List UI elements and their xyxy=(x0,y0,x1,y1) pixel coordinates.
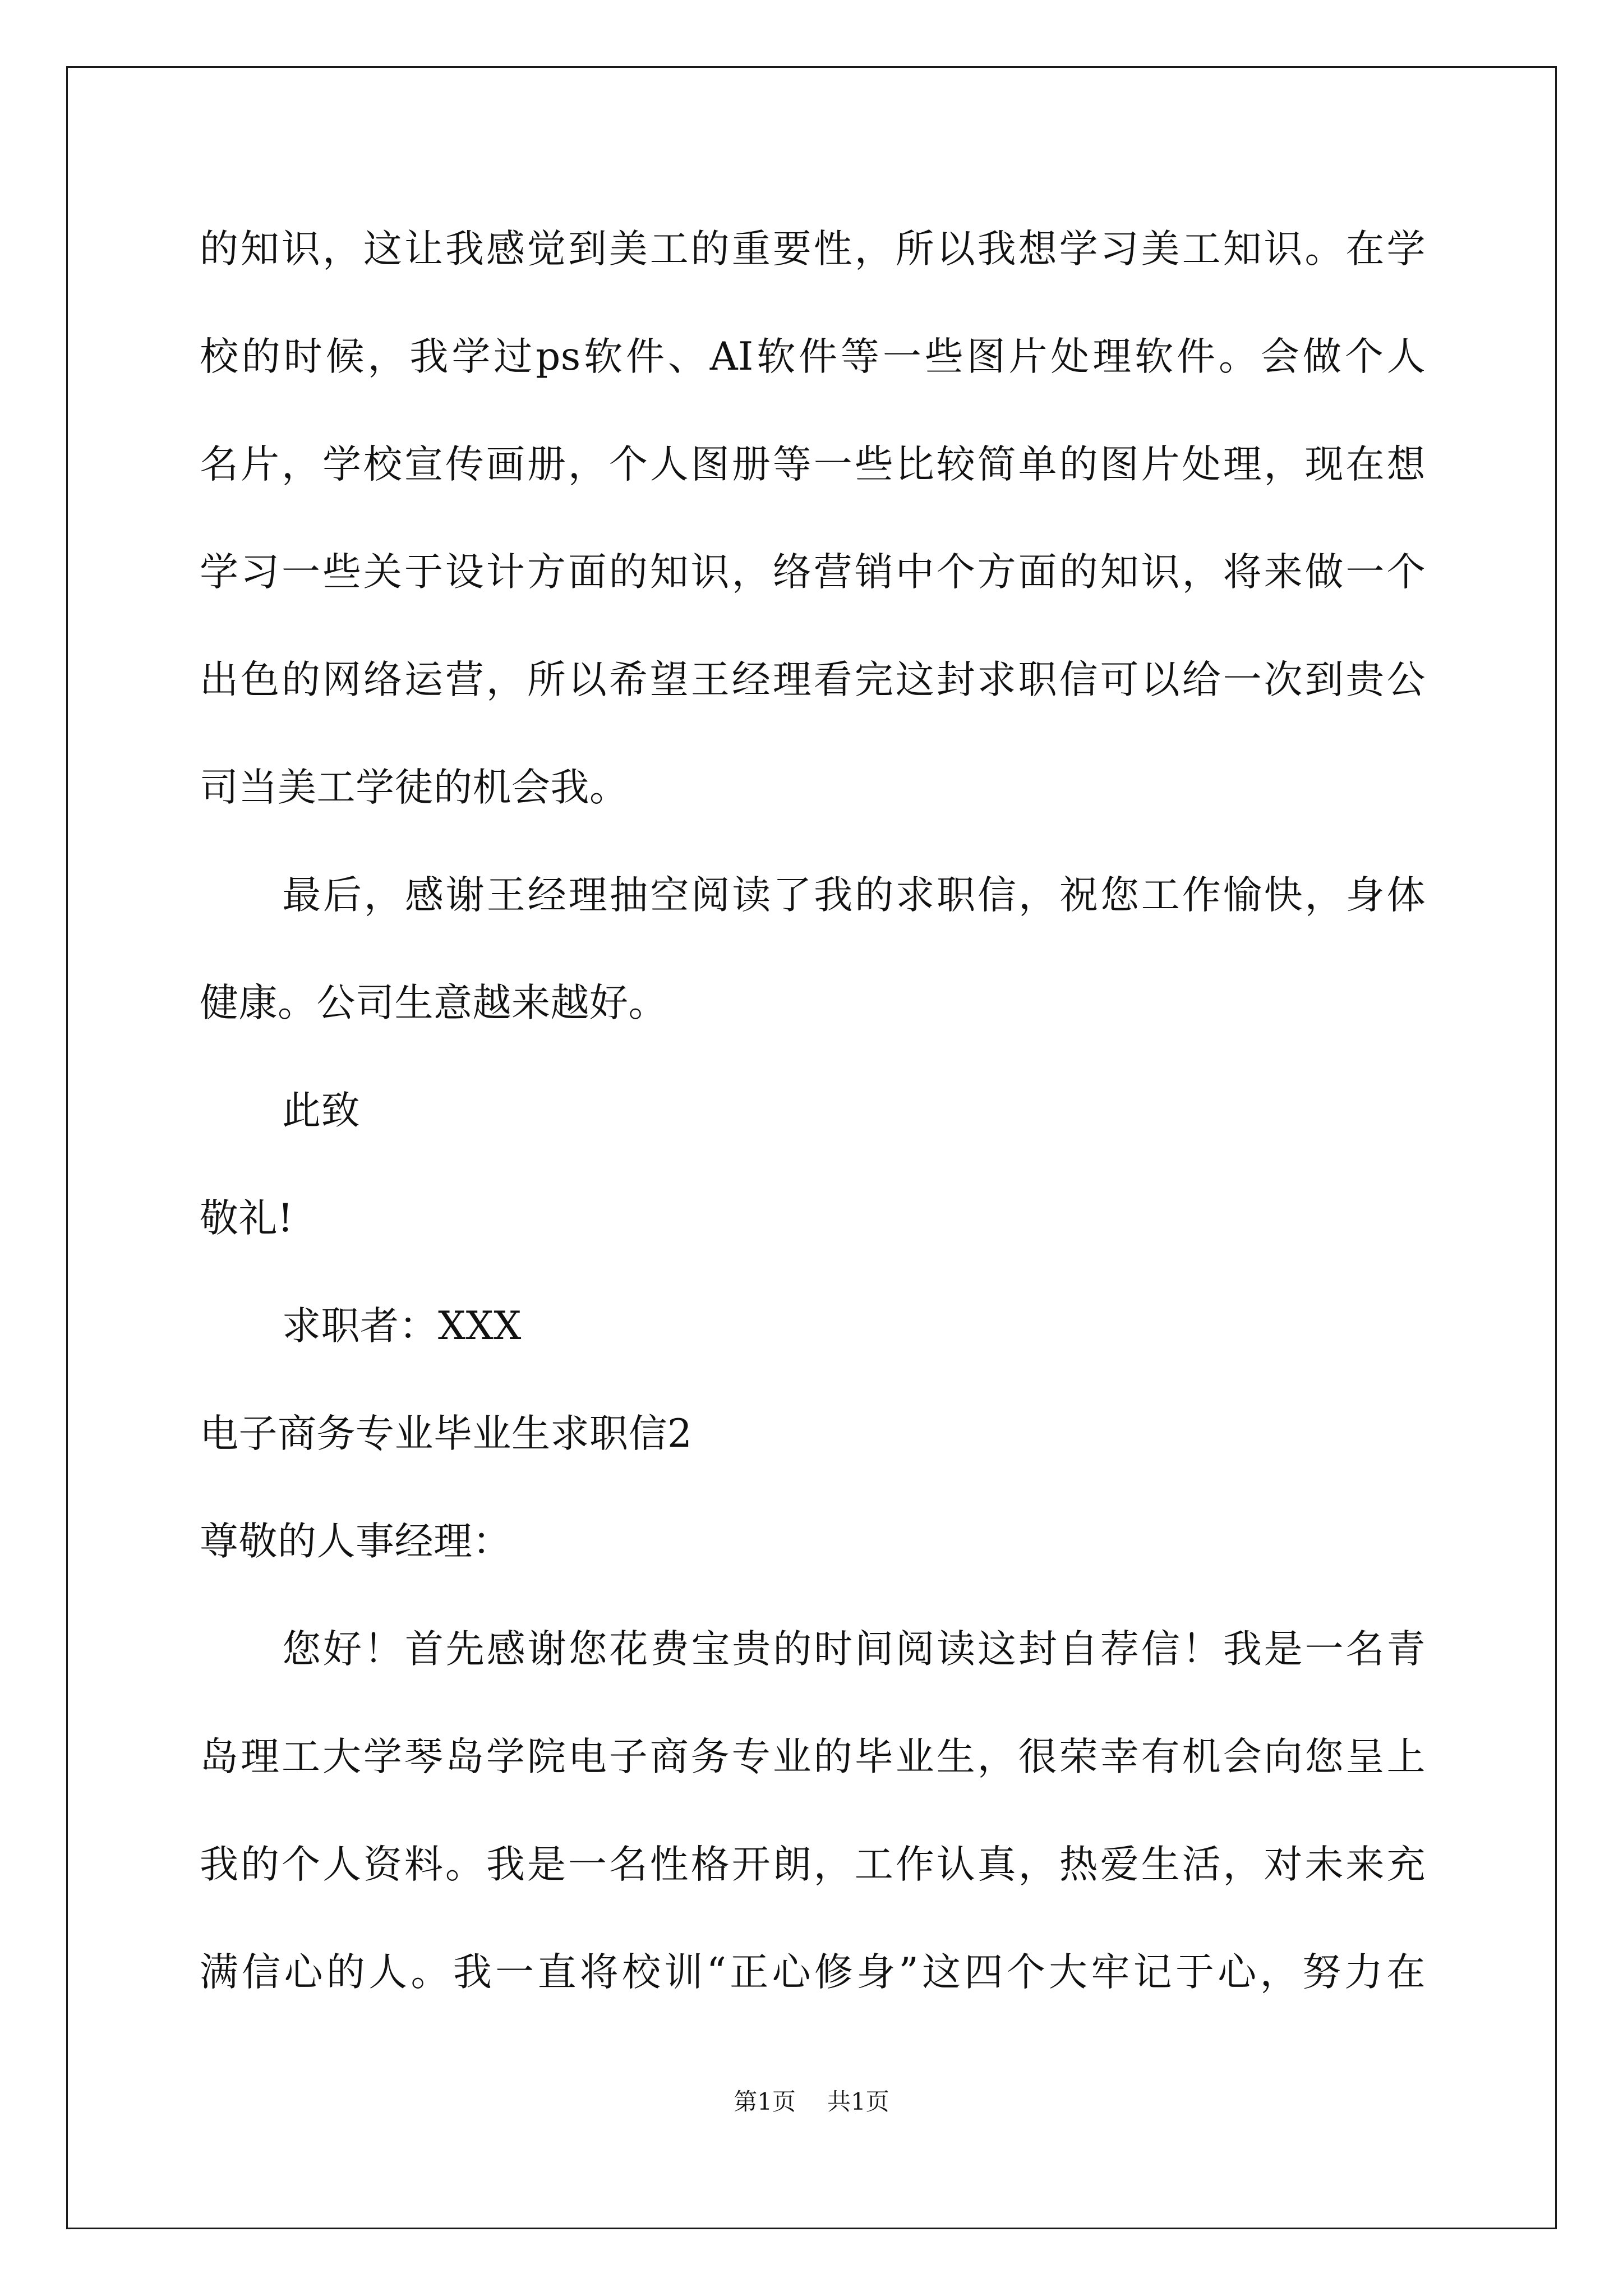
paragraph-line: 学习一些关于设计方面的知识，络营销中个方面的知识，将来做一个 xyxy=(200,550,1426,595)
signature-line: 求职者：XXX xyxy=(282,1304,522,1349)
greeting: 尊敬的人事经理： xyxy=(200,1519,511,1564)
paragraph-line: 您好！首先感谢您花费宝贵的时间阅读这封自荐信！我是一名青 xyxy=(282,1627,1426,1672)
paragraph-line: 最后，感谢王经理抽空阅读了我的求职信，祝您工作愉快，身体 xyxy=(282,873,1426,918)
paragraph-line: 健康。公司生意越来越好。 xyxy=(200,981,667,1025)
paragraph-line: 岛理工大学琴岛学院电子商务专业的毕业生，很荣幸有机会向您呈上 xyxy=(200,1734,1426,1779)
paragraph-line: 司当美工学徒的机会我。 xyxy=(200,765,629,810)
closing-salutation: 此致 xyxy=(282,1088,360,1133)
page-number: 第1页 xyxy=(734,2088,796,2115)
page-footer xyxy=(0,2088,1623,2116)
page-border xyxy=(66,66,1557,2229)
paragraph-line: 名片，学校宣传画册，个人图册等一些比较简单的图片处理，现在想 xyxy=(200,442,1426,487)
paragraph-line: 的知识，这让我感觉到美工的重要性，所以我想学习美工知识。在学 xyxy=(200,227,1426,272)
paragraph-line: 校的时候，我学过ps软件、AI软件等一些图片处理软件。会做个人 xyxy=(200,334,1426,379)
closing-regards: 敬礼! xyxy=(200,1196,294,1241)
paragraph-line: 满信心的人。我一直将校训“正心修身”这四个大牢记于心，努力在 xyxy=(200,1950,1426,1995)
page-total: 共1页 xyxy=(827,2088,889,2115)
paragraph-line: 我的个人资料。我是一名性格开朗，工作认真，热爱生活，对未来充 xyxy=(200,1842,1426,1887)
paragraph-line: 出色的网络运营，所以希望王经理看完这封求职信可以给一次到贵公 xyxy=(200,657,1426,702)
section-title: 电子商务专业毕业生求职信2 xyxy=(200,1411,693,1456)
